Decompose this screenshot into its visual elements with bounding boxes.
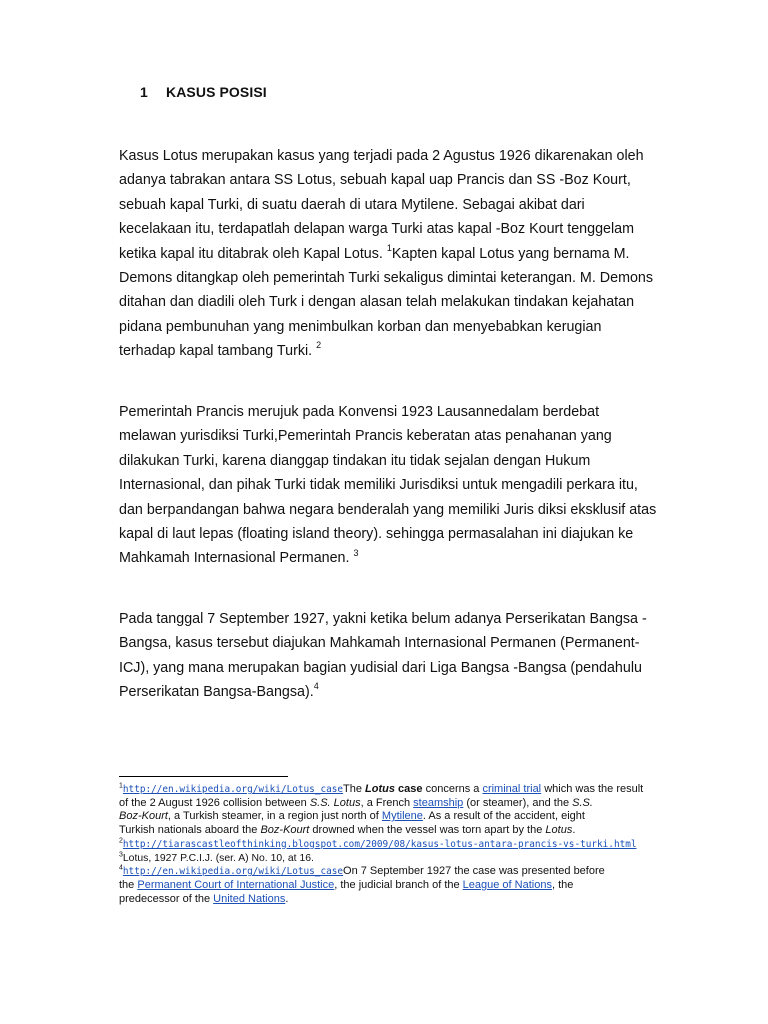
footnote-ref-2[interactable]: 2: [316, 340, 322, 351]
footnote-link[interactable]: United Nations: [213, 892, 286, 905]
footnote-link[interactable]: http://tiarascastleofthinking.blogspot.com/2009/08/kasus-lotus-antara-prancis-vs-turki.html: [122, 838, 637, 850]
section-title: KASUS POSISI: [166, 84, 267, 100]
paragraph-1: [119, 144, 659, 364]
paragraph-line: dan berpandangan bahwa negara benderalah yang memiliki Juris diksi eksklusif atas: [119, 501, 657, 518]
footnote-1: $^1$http://en.wikipedia.org/wiki/Lotus_caseThe Lotus case concerns a criminal trial which was the result: [119, 782, 644, 795]
footnote-separator: [119, 776, 288, 777]
footnote-link[interactable]: http://en.wikipedia.org/wiki/Lotus_case: [122, 784, 344, 795]
footnote-ref-3[interactable]: 3: [353, 547, 359, 558]
paragraph-line: Kasus Lotus merupakan kasus yang terjadi pada 2 Agustus 1926 dikarenakan oleh: [119, 148, 644, 164]
paragraph-line: Pada tanggal 7 September 1927, yakni ketika belum adanya Perserikatan Bangsa -: [119, 611, 647, 627]
paragraph-line: adanya tabrakan antara SS Lotus, sebuah kapal uap Prancis dan SS -Boz Kourt,: [119, 172, 631, 189]
paragraph-line: kecelakaan itu, terdapatlah delapan warga Turki atas kapal -Boz Kourt tenggelam: [119, 221, 635, 238]
paragraph-line: terhadap kapal tambang Turki. $^2$: [119, 340, 322, 360]
paragraph-line: Perserikatan Bangsa-Bangsa).$^4$: [119, 681, 319, 701]
footnote-link[interactable]: Permanent Court of International Justice: [137, 878, 335, 891]
footnote-link[interactable]: http://en.wikipedia.org/wiki/Lotus_case: [122, 866, 344, 878]
footnote-1-line: Turkish nationals aboard the Boz-Kourt drowned when the vessel was torn apart by the Lotus.: [119, 824, 576, 837]
footnote-link[interactable]: steamship: [413, 796, 464, 809]
paragraph-line: sebuah kapal Turki, di suatu daerah di utara Mytilene. Sebagai akibat dari: [119, 196, 585, 213]
section-heading: [140, 84, 267, 100]
footnote-link[interactable]: criminal trial: [482, 783, 542, 795]
paragraph-line: Demons ditangkap oleh pemerintah Turki sekaligus dimintai keterangan. M. Demons: [119, 270, 654, 287]
footnotes: [119, 783, 659, 906]
footnote-1-line: of the 2 August 1926 collision between S.S. Lotus, a French steamship (or steamer), and the S.S.: [119, 796, 593, 809]
footnote-ref-4[interactable]: 4: [313, 681, 319, 692]
paragraph-line: dilakukan Turki, karena dianggap tindakan itu tidak sejalan dengan Hukum: [119, 452, 591, 469]
footnote-4: $^4$http://en.wikipedia.org/wiki/Lotus_caseOn 7 September 1927 the case was presented before: [119, 864, 605, 878]
paragraph-line: Internasional, dan pihak Turki tidak memiliki Jurisdiksi untuk mengadili perkara itu,: [119, 477, 638, 494]
paragraph-3: [119, 607, 659, 705]
paragraph-line: ditahan dan diadili oleh Turk i dengan alasan telah melakukan tindakan kejahatan: [119, 294, 635, 311]
footnote-1-line: Boz-Kourt, a Turkish steamer, in a region just north of Mytilene. As a result of the accident, eight: [119, 810, 585, 823]
footnote-ref-1[interactable]: 1: [386, 242, 392, 253]
footnote-link[interactable]: League of Nations: [462, 878, 552, 891]
paragraph-line: melawan yurisdiksi Turki,Pemerintah Prancis keberatan atas penahanan yang: [119, 428, 612, 445]
paragraph-line: ketika kapal itu ditabrak oleh Kapal Lotus. $^1$Kapten kapal Lotus yang bernama M.: [119, 242, 630, 262]
paragraph-line: Pemerintah Prancis merujuk pada Konvensi 1923 Lausannedalam berdebat: [119, 404, 600, 420]
footnote-3: $^3$Lotus, 1927 P.C.I.J. (ser. A) No. 10, at 16.: [119, 850, 314, 864]
paragraph-2: [119, 400, 659, 571]
paragraph-line: kapal di laut lepas (floating island theory). sehingga permasalahan ini diajukan ke: [119, 526, 634, 543]
footnote-2: $^2$http://tiarascastleofthinking.blogspot.com/2009/08/kasus-lotus-antara-prancis-vs-turki.html: [119, 837, 637, 850]
paragraph-line: pidana pembunuhan yang menimbulkan korban dan menyebabkan kerugian: [119, 318, 602, 335]
footnote-4-line: predecessor of the United Nations.: [119, 892, 289, 905]
paragraph-line: ICJ), yang mana merupakan bagian yudisial dari Liga Bangsa -Bangsa (pendahulu: [119, 659, 642, 676]
footnote-4-line: the Permanent Court of International Justice, the judicial branch of the League of Nations, the: [119, 878, 574, 891]
paragraph-line: Mahkamah Internasional Permanen. $^3$: [119, 547, 359, 567]
paragraph-line: Bangsa, kasus tersebut diajukan Mahkamah Internasional Permanen (Permanent-: [119, 635, 640, 652]
section-number: 1: [140, 84, 148, 100]
footnote-link[interactable]: Mytilene: [381, 810, 423, 823]
